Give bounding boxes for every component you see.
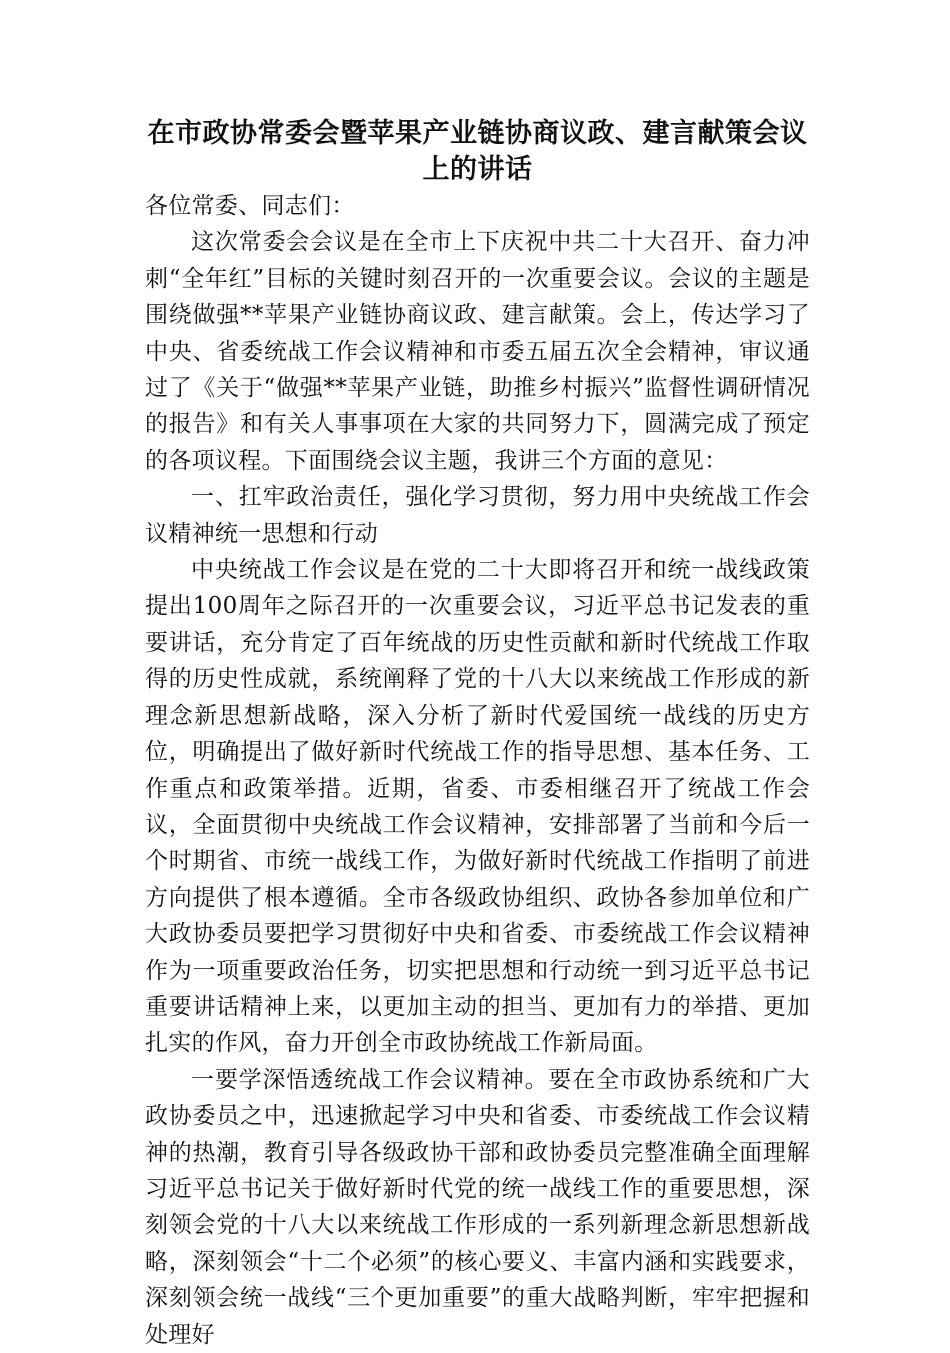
paragraph-intro: 这次常委会会议是在全市上下庆祝中共二十大召开、奋力冲刺“全年红”目标的关键时刻召开的一次重要会议。会议的主题是围绕做强**苹果产业链协商议政、建言献策。会上，传达学习了中央、省委统战工作会议精神和市委五届五次全会精神，审议通过了《关于“做强**苹果产业链，助推乡村振兴”监督性调研情况的报告》和有关人事事项在大家的共同努力下，圆满完成了预定的各项议程。下面围绕会议主题，我讲三个方面的意见： <box>145 229 810 474</box>
salutation: 各位常委、同志们： <box>145 193 355 219</box>
paragraph-conference-summary: 中央统战工作会议是在党的二十大即将召开和统一战线政策提出100周年之际召开的一次重要会议，习近平总书记发表的重要讲话，充分肯定了百年统战的历史性贡献和新时代统战工作取得的历史性成就，系统阐释了党的十八大以来统战工作形成的新理念新思想新战略，深入分析了新时代爱国统一战线的历史方位，明确提出了做好新时代统战工作的指导思想、基本任务、工作重点和政策举措。近期，省委、市委相继召开了统战工作会议，全面贯彻中央统战工作会议精神，安排部署了当前和今后一个时期省、市统一战线工作，为做好新时代统战工作指明了前进方向提供了根本遵循。全市各级政协组织、政协各参加单位和广大政协委员要把学习贯彻好中央和省委、市委统战工作会议精神作为一项重要政治任务，切实把思想和行动统一到习近平总书记重要讲话精神上来，以更加主动的担当、更加有力的举措、更加扎实的作风，奋力开创全市政协统战工作新局面。 <box>145 557 810 1057</box>
document-title: 在市政协常委会暨苹果产业链协商议政、建言献策会议上的讲话 <box>147 118 808 185</box>
paragraph-study-spirit: 一要学深悟透统战工作会议精神。要在全市政协系统和广大政协委员之中，迅速掀起学习中央和省委、市委统战工作会议精神的热潮，教育引导各级政协干部和政协委员完整准确全面理解习近平总书记关于做好新时代党的统一战线工作的重要思想，深刻领会党的十八大以来统战工作形成的一系列新理念新思想新战略，深刻领会“十二个必须”的核心要义、丰富内涵和实践要求，深刻领会统一战线“三个更加重要”的重大战略判断，牢牢把握和处理好 <box>145 1066 810 1348</box>
document-body <box>145 116 810 1353</box>
section-heading-1: 一、扛牢政治责任，强化学习贯彻，努力用中央统战工作会议精神统一思想和行动 <box>145 484 810 547</box>
